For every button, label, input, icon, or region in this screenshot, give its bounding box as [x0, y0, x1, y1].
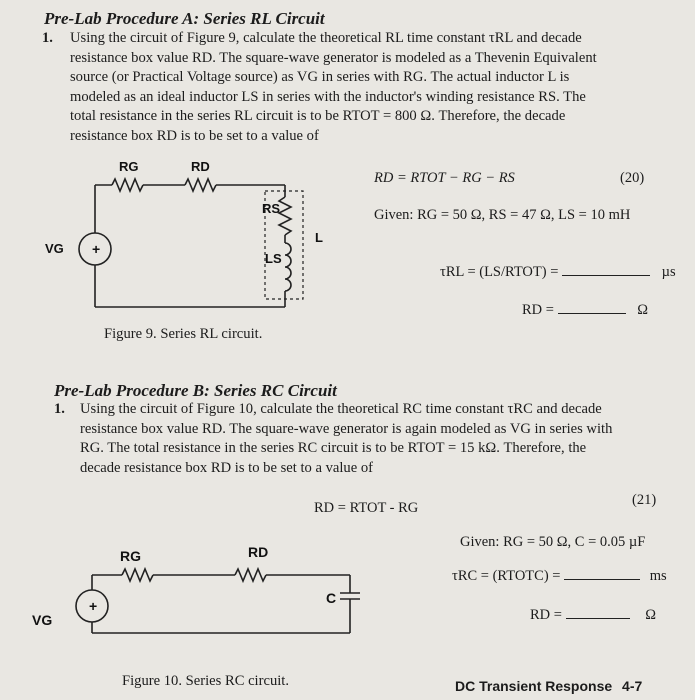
ls-inductor-symbol — [285, 243, 291, 291]
tau-rc-unit: ms — [649, 568, 667, 584]
section-b-item-number: 1. — [54, 401, 65, 417]
svg-text:+: + — [92, 241, 101, 257]
section-b-equation: RD = RTOT - RG — [314, 500, 419, 516]
label-ls: LS — [265, 251, 282, 266]
paragraph-line: modeled as an ideal inductor LS in series with the inductor's winding resistance RS. The — [70, 88, 586, 105]
label-rg: RG — [120, 548, 141, 564]
section-a-item-number: 1. — [42, 30, 53, 46]
paragraph-line: Using the circuit of Figure 9, calculate the theoretical RL time constant τRL and decade — [70, 30, 582, 46]
label-l: L — [315, 230, 323, 245]
rd-a-label: RD = — [522, 302, 554, 318]
section-b-given: Given: RG = 50 Ω, C = 0.05 µF — [460, 534, 646, 550]
label-rg: RG — [119, 159, 139, 174]
figure-10-circuit — [30, 535, 370, 660]
tau-rc-row — [452, 567, 667, 585]
label-rs: RS — [262, 201, 281, 216]
section-b-equation-number: (21) — [632, 492, 657, 508]
rd-a-answer-blank[interactable] — [558, 301, 626, 314]
paragraph-line: decade resistance box RD is to be set to a value of — [80, 459, 373, 476]
paragraph-line: source (or Practical Voltage source) as VG in series with RG. The actual inductor L is — [70, 69, 570, 85]
page-number: 4-7 — [622, 678, 643, 694]
footer-title: DC Transient Response — [455, 678, 613, 694]
rd-b-row — [530, 606, 656, 624]
tau-rl-row — [440, 263, 676, 281]
section-a-equation: RD = RTOT − RG − RS — [374, 170, 515, 186]
tau-rc-answer-blank[interactable] — [564, 567, 640, 580]
tau-rl-unit: µs — [661, 264, 676, 280]
section-a-given: Given: RG = 50 Ω, RS = 47 Ω, LS = 10 mH — [374, 207, 631, 223]
paragraph-line: resistance box RD is to be set to a value of — [70, 127, 319, 144]
paragraph-line: total resistance in the series RL circuit is to be RTOT = 800 Ω. Therefore, the decade — [70, 108, 566, 124]
rd-b-unit: Ω — [645, 607, 656, 623]
rd-resistor-symbol — [185, 179, 216, 191]
label-vg: VG — [32, 612, 53, 628]
section-b-paragraph — [80, 400, 612, 478]
tau-rc-label: τRC = (RTOTC) = — [452, 568, 561, 584]
paragraph-line: Using the circuit of Figure 10, calculate the theoretical RC time constant τRC and decade — [80, 401, 602, 417]
section-a-equation-number: (20) — [620, 170, 645, 186]
paragraph-line: resistance box value RD. The square-wave generator is again modeled as VG in series with — [80, 420, 613, 437]
svg-text:+: + — [89, 598, 98, 614]
section-b-title: Pre-Lab Procedure B: Series RC Circuit — [54, 381, 337, 400]
rd-a-row — [522, 301, 648, 319]
tau-rl-answer-blank[interactable] — [562, 263, 650, 276]
tau-rl-label: τRL = (LS/RTOT) = — [440, 264, 559, 280]
section-a-paragraph — [70, 29, 597, 146]
paragraph-line: resistance box value RD. The square-wave generator is modeled as a Thevenin Equivalent — [70, 49, 597, 66]
rs-resistor-symbol — [279, 197, 291, 235]
paragraph-line: RG. The total resistance in the series RC circuit is to be RTOT = 15 kΩ. Therefore, the — [80, 440, 587, 456]
rd-b-label: RD = — [530, 607, 562, 623]
figure-9-circuit — [40, 155, 340, 330]
rg-resistor-symbol — [122, 569, 153, 581]
label-vg: VG — [45, 241, 64, 256]
label-rd: RD — [248, 544, 269, 560]
rg-resistor-symbol — [112, 179, 143, 191]
label-c: C — [326, 590, 337, 606]
section-a-title: Pre-Lab Procedure A: Series RL Circuit — [44, 9, 325, 28]
page-footer — [455, 678, 642, 694]
label-rd: RD — [191, 159, 210, 174]
rd-a-unit: Ω — [637, 302, 648, 318]
figure-9-caption: Figure 9. Series RL circuit. — [104, 326, 263, 342]
figure-10-caption: Figure 10. Series RC circuit. — [122, 673, 289, 689]
rd-resistor-symbol — [235, 569, 266, 581]
rd-b-answer-blank[interactable] — [566, 606, 630, 619]
